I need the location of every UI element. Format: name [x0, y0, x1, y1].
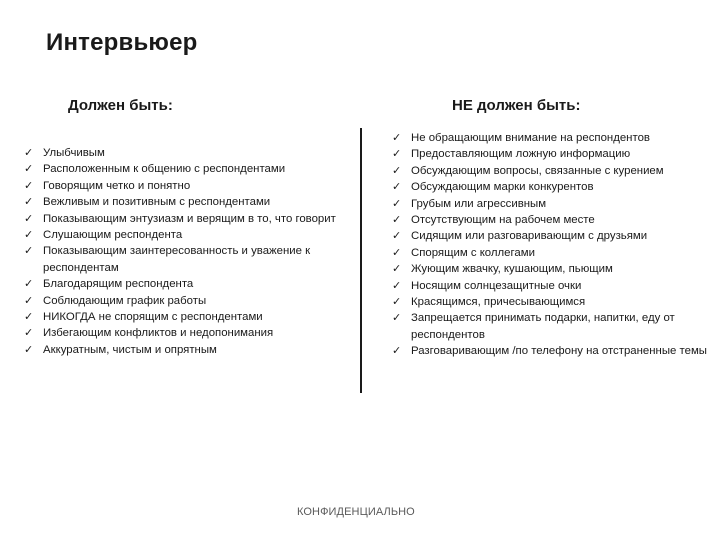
- list-item-text: Предоставляющим ложную информацию: [411, 148, 631, 161]
- list-item-text: Говорящим четко и понятно: [43, 179, 191, 192]
- checkmark-icon: ✓: [24, 229, 34, 242]
- list-item: [392, 261, 710, 277]
- list-item-text: Аккуратным, чистым и опрятным: [43, 343, 217, 356]
- list-item-text: Обсуждающим вопросы, связанные с курением: [411, 164, 664, 177]
- list-item: [392, 343, 710, 359]
- checkmark-icon: ✓: [392, 263, 402, 276]
- checkmark-icon: ✓: [24, 245, 34, 258]
- list-item-text: Носящим солнцезащитные очки: [411, 279, 582, 292]
- checkmark-icon: ✓: [392, 296, 402, 309]
- checkmark-icon: ✓: [24, 179, 34, 192]
- checkmark-icon: ✓: [392, 230, 402, 243]
- list-item-text: Не обращающим внимание на респондентов: [411, 132, 650, 144]
- list-item: [392, 310, 710, 343]
- list-item: [392, 228, 710, 244]
- list-item: [392, 212, 710, 228]
- checkmark-icon: ✓: [24, 212, 34, 225]
- checkmark-icon: ✓: [392, 214, 402, 227]
- checkmark-icon: ✓: [392, 181, 402, 194]
- list-item-text: Спорящим с коллегами: [411, 246, 535, 259]
- column-divider: [360, 128, 362, 393]
- checkmark-icon: ✓: [392, 132, 402, 144]
- list-item: [392, 278, 710, 294]
- list-item: [24, 342, 346, 358]
- list-item: [24, 276, 346, 292]
- list-item-text: Запрещается принимать подарки, напитки, еду от респондентов: [411, 312, 675, 341]
- must-be-heading: Должен быть:: [68, 97, 173, 114]
- list-item: [392, 130, 710, 146]
- checkmark-icon: ✓: [392, 164, 402, 177]
- list-item-text: Обсуждающим марки конкурентов: [411, 181, 594, 194]
- list-item-text: Соблюдающим график работы: [43, 294, 207, 307]
- checkmark-icon: ✓: [392, 148, 402, 161]
- list-item: [24, 293, 346, 309]
- list-item: [24, 178, 346, 194]
- list-item-text: Улыбчивым: [43, 147, 105, 159]
- list-item-text: Сидящим или разговаривающим с друзьями: [411, 230, 648, 243]
- checkmark-icon: ✓: [24, 294, 34, 307]
- checkmark-icon: ✓: [392, 279, 402, 292]
- checkmark-icon: ✓: [24, 163, 34, 176]
- checkmark-icon: ✓: [24, 311, 34, 324]
- list-item-text: Расположенным к общению с респондентами: [43, 163, 286, 176]
- list-item-text: Красящимся, причесывающимся: [411, 296, 586, 309]
- checkmark-icon: ✓: [24, 147, 34, 159]
- list-item: [24, 227, 346, 243]
- checkmark-icon: ✓: [24, 327, 34, 340]
- must-not-be-heading: НЕ должен быть:: [452, 97, 581, 114]
- list-item-text: Разговаривающим /по телефону на отстраненные темы: [411, 345, 707, 358]
- list-item: [392, 179, 710, 195]
- list-item-text: Грубым или агрессивным: [411, 197, 547, 210]
- checkmark-icon: ✓: [392, 312, 402, 325]
- list-item: [392, 245, 710, 261]
- checkmark-icon: ✓: [24, 278, 34, 291]
- list-item-text: Избегающим конфликтов и недопонимания: [43, 327, 274, 340]
- list-item-text: Показывающим заинтересованность и уважение к респондентам: [43, 245, 311, 274]
- list-item: [392, 163, 710, 179]
- checkmark-icon: ✓: [392, 197, 402, 210]
- checkmark-icon: ✓: [24, 196, 34, 209]
- must-not-be-list: [392, 130, 710, 360]
- list-item-text: Вежливым и позитивным с респондентами: [43, 196, 271, 209]
- list-item-text: Жующим жвачку, кушающим, пьющим: [411, 263, 613, 276]
- confidential-footer: КОНФИДЕНЦИАЛЬНО: [297, 506, 415, 518]
- list-item: [24, 325, 346, 341]
- list-item: [392, 196, 710, 212]
- list-item: [24, 211, 346, 227]
- list-item-text: Отсутствующим на рабочем месте: [411, 214, 595, 227]
- page-title: Интервьюер: [46, 29, 198, 56]
- list-item: [392, 294, 710, 310]
- list-item: [24, 145, 346, 161]
- list-item: [24, 161, 346, 177]
- list-item-text: Слушающим респондента: [43, 229, 183, 242]
- checkmark-icon: ✓: [392, 246, 402, 259]
- list-item-text: Благодарящим респондента: [43, 278, 194, 291]
- list-item-text: НИКОГДА не спорящим с респондентами: [43, 311, 263, 324]
- list-item: [24, 243, 346, 276]
- list-item-text: Показывающим энтузиазм и верящим в то, что говорит: [43, 212, 336, 225]
- list-item: [24, 309, 346, 325]
- list-item: [24, 194, 346, 210]
- must-be-list: [24, 145, 346, 358]
- checkmark-icon: ✓: [392, 345, 402, 358]
- checkmark-icon: ✓: [24, 343, 34, 356]
- list-item: [392, 146, 710, 162]
